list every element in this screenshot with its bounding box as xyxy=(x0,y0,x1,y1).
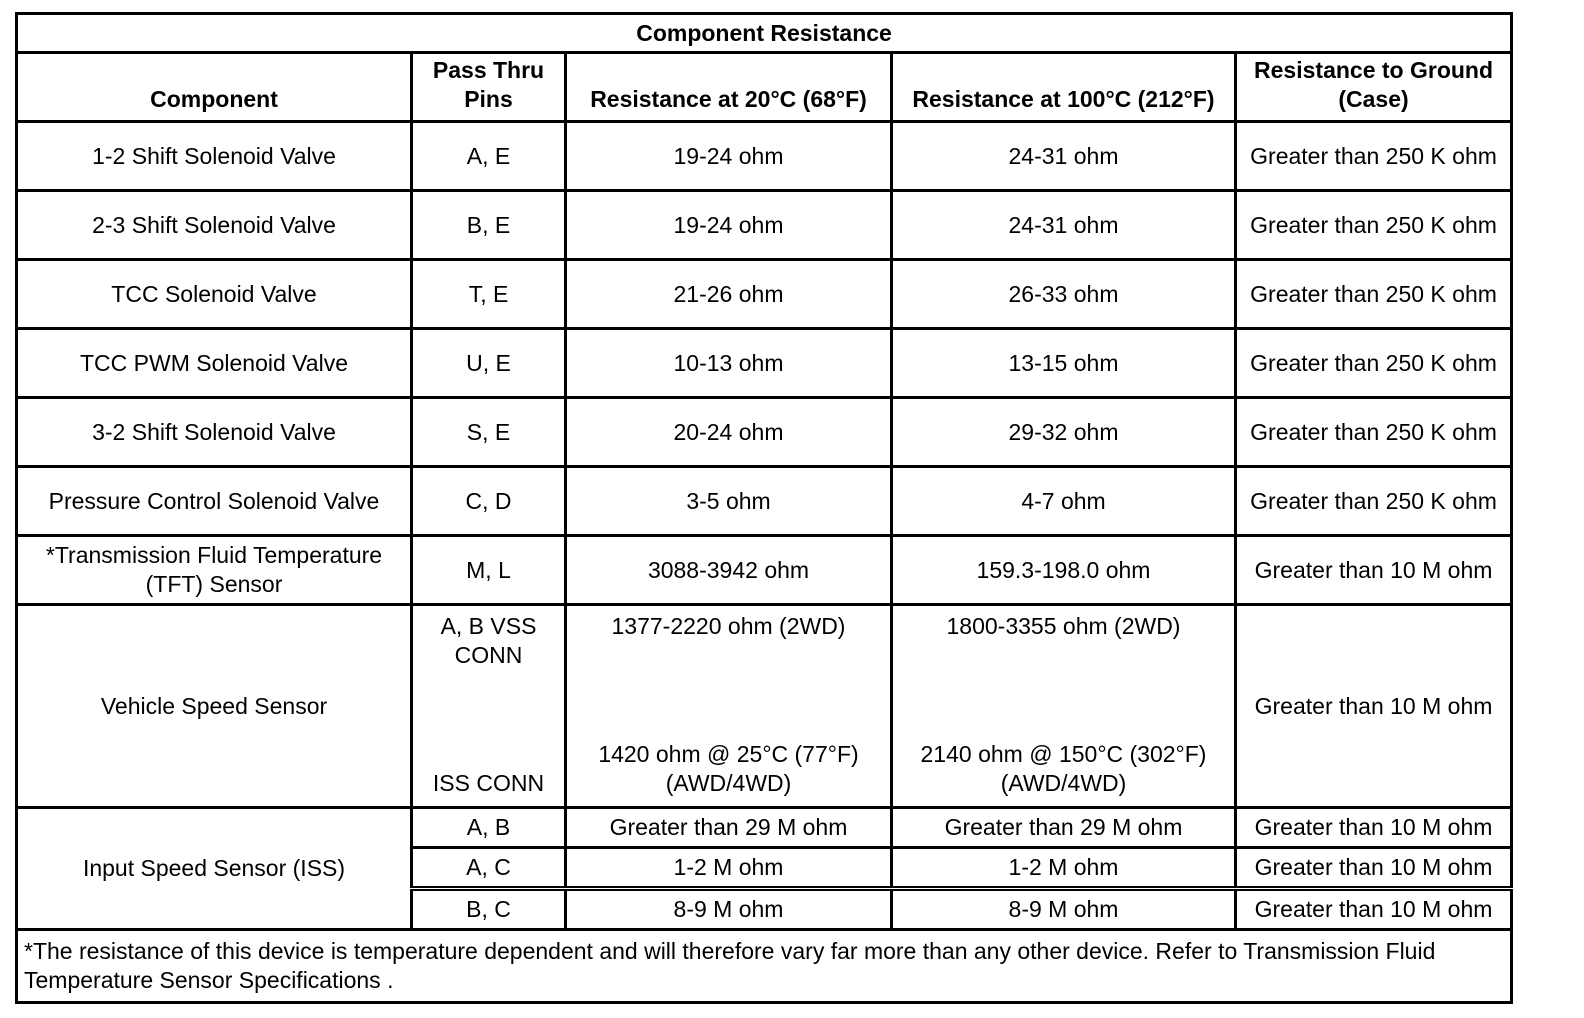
component-name: Pressure Control Solenoid Valve xyxy=(17,467,412,536)
table-title: Component Resistance xyxy=(17,14,1512,53)
pins: T, E xyxy=(412,260,566,329)
header-component: Component xyxy=(17,53,412,122)
vss-component-name: Vehicle Speed Sensor xyxy=(17,605,412,808)
table-row xyxy=(17,467,1512,536)
resistance-ground: Greater than 250 K ohm xyxy=(1236,329,1512,398)
resistance-20c: 19-24 ohm xyxy=(566,191,892,260)
pins: A, E xyxy=(412,122,566,191)
vss-row xyxy=(17,605,1512,808)
vss-r20-bottom: 1420 ohm @ 25°C (77°F) (AWD/4WD) xyxy=(598,741,859,796)
vss-pins-top: A, B VSS CONN xyxy=(440,613,537,668)
component-name: 3-2 Shift Solenoid Valve xyxy=(17,398,412,467)
pins: B, E xyxy=(412,191,566,260)
component-name: *Transmission Fluid Temperature (TFT) Sensor xyxy=(17,536,412,605)
resistance-100c: 29-32 ohm xyxy=(892,398,1236,467)
resistance-ground: Greater than 250 K ohm xyxy=(1236,191,1512,260)
resistance-20c: 1-2 M ohm xyxy=(566,848,892,889)
table-row xyxy=(17,398,1512,467)
resistance-ground: Greater than 10 M ohm xyxy=(1236,808,1512,848)
pins: A, C xyxy=(412,848,566,889)
resistance-100c: 24-31 ohm xyxy=(892,122,1236,191)
iss-row xyxy=(17,808,1512,848)
resistance-20c: 3-5 ohm xyxy=(566,467,892,536)
pins: S, E xyxy=(412,398,566,467)
resistance-100c: 24-31 ohm xyxy=(892,191,1236,260)
resistance-100c: 4-7 ohm xyxy=(892,467,1236,536)
pins: M, L xyxy=(412,536,566,605)
table-row xyxy=(17,260,1512,329)
resistance-ground: Greater than 10 M ohm xyxy=(1236,889,1512,930)
component-name: TCC Solenoid Valve xyxy=(17,260,412,329)
vss-resistance-100c xyxy=(897,610,1230,800)
vss-pins xyxy=(417,610,560,800)
resistance-ground: Greater than 10 M ohm xyxy=(1236,848,1512,889)
resistance-ground: Greater than 250 K ohm xyxy=(1236,122,1512,191)
header-pins: Pass Thru Pins xyxy=(412,53,566,122)
vss-r100-top: 1800-3355 ohm (2WD) xyxy=(946,613,1181,639)
header-resistance-20c: Resistance at 20°C (68°F) xyxy=(566,53,892,122)
table-row xyxy=(17,122,1512,191)
resistance-100c: 8-9 M ohm xyxy=(892,889,1236,930)
footnote: *The resistance of this device is temperature dependent and will therefore vary far more than any other device. Refer to Transmission Fluid Temperature Sensor Specifications . xyxy=(17,930,1512,1003)
vss-resistance-ground: Greater than 10 M ohm xyxy=(1236,605,1512,808)
resistance-100c: 159.3-198.0 ohm xyxy=(892,536,1236,605)
resistance-100c: 13-15 ohm xyxy=(892,329,1236,398)
iss-component-name: Input Speed Sensor (ISS) xyxy=(17,808,412,930)
resistance-ground: Greater than 10 M ohm xyxy=(1236,536,1512,605)
resistance-ground: Greater than 250 K ohm xyxy=(1236,398,1512,467)
vss-r20-top: 1377-2220 ohm (2WD) xyxy=(611,613,846,639)
resistance-20c: 21-26 ohm xyxy=(566,260,892,329)
resistance-100c: Greater than 29 M ohm xyxy=(892,808,1236,848)
resistance-ground: Greater than 250 K ohm xyxy=(1236,260,1512,329)
vss-r100-bottom: 2140 ohm @ 150°C (302°F) (AWD/4WD) xyxy=(920,741,1207,796)
table-row xyxy=(17,329,1512,398)
component-name: TCC PWM Solenoid Valve xyxy=(17,329,412,398)
resistance-20c: 3088-3942 ohm xyxy=(566,536,892,605)
component-name: 2-3 Shift Solenoid Valve xyxy=(17,191,412,260)
pins: U, E xyxy=(412,329,566,398)
table-row xyxy=(17,191,1512,260)
component-resistance-table xyxy=(15,12,1513,1004)
vss-resistance-20c xyxy=(571,610,886,800)
header-resistance-ground: Resistance to Ground (Case) xyxy=(1236,53,1512,122)
resistance-20c: 19-24 ohm xyxy=(566,122,892,191)
vss-pins-bottom: ISS CONN xyxy=(432,770,545,796)
pins: A, B xyxy=(412,808,566,848)
component-name: 1-2 Shift Solenoid Valve xyxy=(17,122,412,191)
resistance-20c: 8-9 M ohm xyxy=(566,889,892,930)
table-row xyxy=(17,536,1512,605)
resistance-ground: Greater than 250 K ohm xyxy=(1236,467,1512,536)
resistance-20c: Greater than 29 M ohm xyxy=(566,808,892,848)
header-resistance-100c: Resistance at 100°C (212°F) xyxy=(892,53,1236,122)
pins: C, D xyxy=(412,467,566,536)
resistance-20c: 20-24 ohm xyxy=(566,398,892,467)
resistance-100c: 26-33 ohm xyxy=(892,260,1236,329)
pins: B, C xyxy=(412,889,566,930)
resistance-20c: 10-13 ohm xyxy=(566,329,892,398)
resistance-100c: 1-2 M ohm xyxy=(892,848,1236,889)
